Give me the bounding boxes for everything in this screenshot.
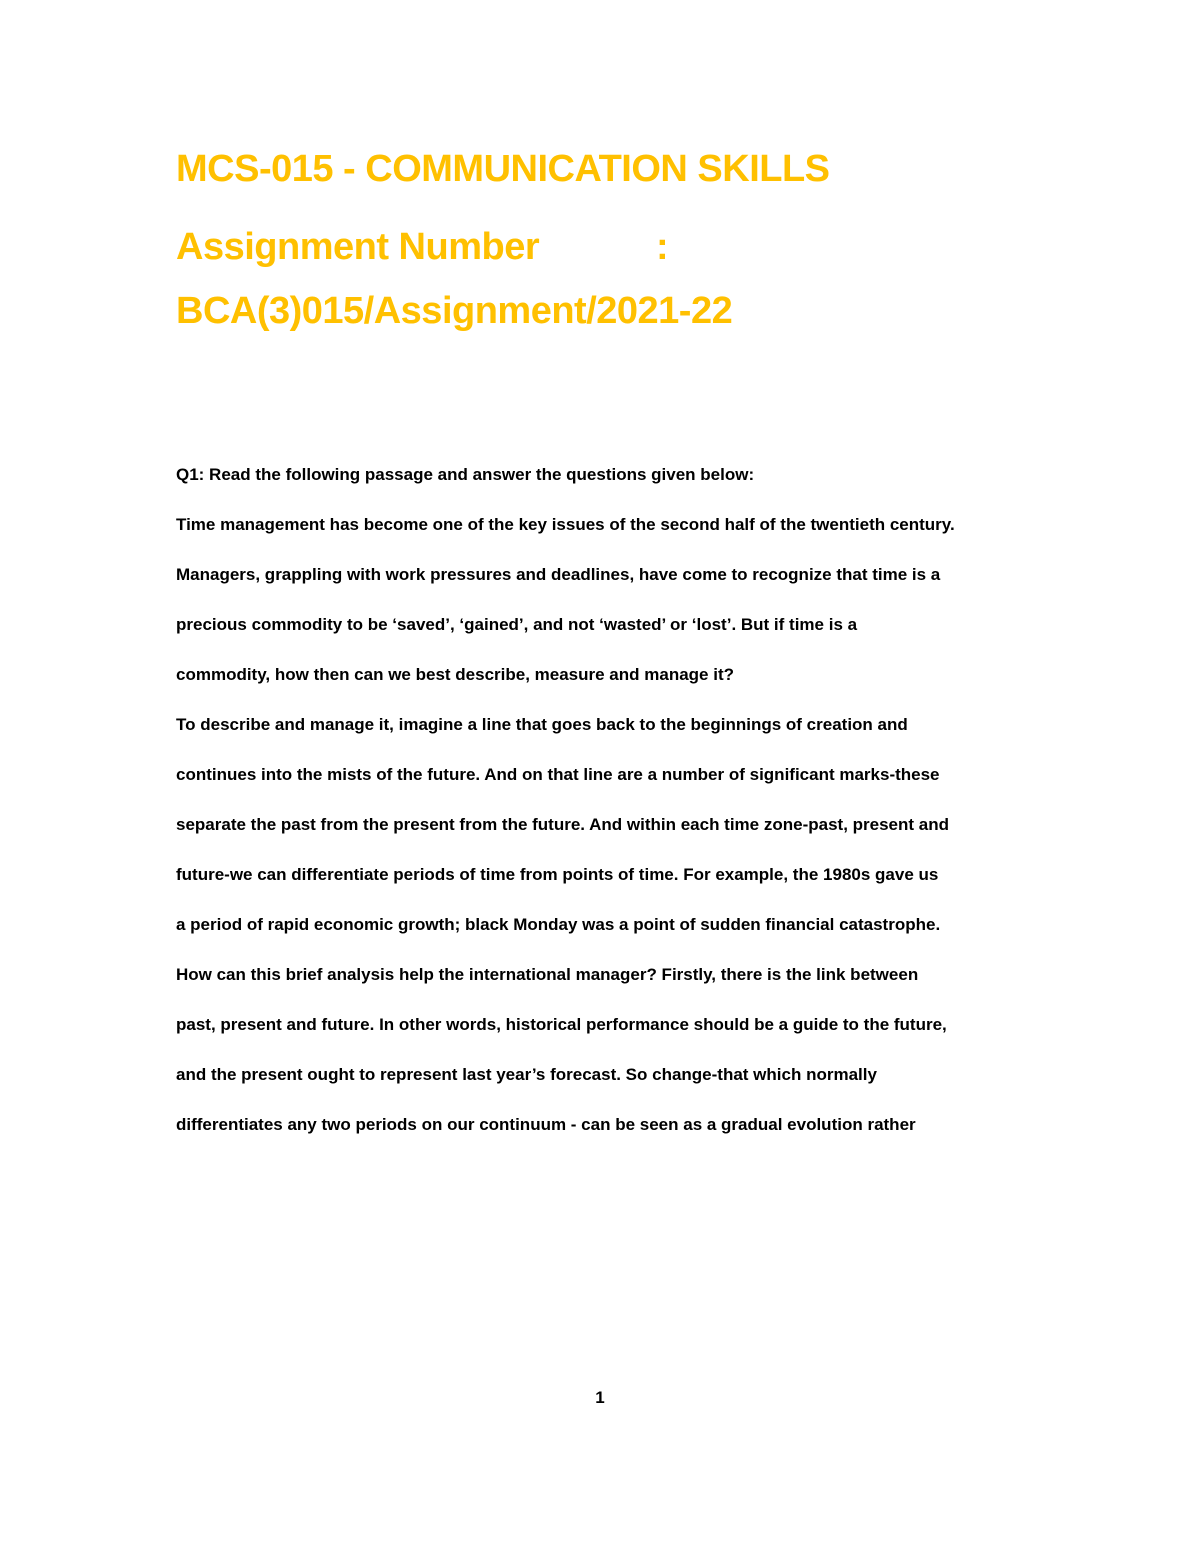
assignment-number-colon: : — [656, 226, 669, 268]
assignment-number-row — [176, 218, 1026, 276]
passage-paragraph: continues into the mists of the future. And on that line are a number of significant marks-these — [176, 765, 940, 784]
passage-paragraph: differentiates any two periods on our continuum - can be seen as a gradual evolution rather — [176, 1115, 916, 1134]
passage-paragraph: a period of rapid economic growth; black Monday was a point of sudden financial catastrophe. — [176, 915, 941, 934]
passage-paragraph: Time management has become one of the key issues of the second half of the twentieth century. — [176, 515, 955, 534]
document-title: MCS-015 - COMMUNICATION SKILLS — [176, 148, 830, 190]
passage-paragraph: Managers, grappling with work pressures and deadlines, have come to recognize that time is a — [176, 565, 941, 584]
passage-paragraph: past, present and future. In other words, historical performance should be a guide to the future, — [176, 1015, 947, 1034]
assignment-number-label: Assignment Number — [176, 226, 540, 268]
passage-paragraph: How can this brief analysis help the international manager? Firstly, there is the link between — [176, 965, 919, 984]
assignment-number-value: BCA(3)015/Assignment/2021-22 — [176, 290, 733, 332]
passage-body — [176, 460, 1026, 1140]
page-number: 1 — [595, 1388, 605, 1407]
passage-paragraph: precious commodity to be ‘saved’, ‘gained’, and not ‘wasted’ or ‘lost’. But if time is a — [176, 615, 858, 634]
passage-paragraph: To describe and manage it, imagine a line that goes back to the beginnings of creation and — [176, 715, 908, 734]
page-content — [176, 140, 1026, 1160]
passage-paragraph: and the present ought to represent last year’s forecast. So change-that which normally — [176, 1065, 877, 1084]
assignment-number-block — [176, 218, 1026, 340]
passage-paragraph: commodity, how then can we best describe, measure and manage it? — [176, 665, 734, 684]
passage-paragraph: separate the past from the present from the future. And within each time zone-past, present and — [176, 815, 949, 834]
question-heading: Q1: Read the following passage and answer the questions given below: — [176, 465, 755, 484]
passage-paragraph: future-we can differentiate periods of time from points of time. For example, the 1980s gave us — [176, 865, 939, 884]
